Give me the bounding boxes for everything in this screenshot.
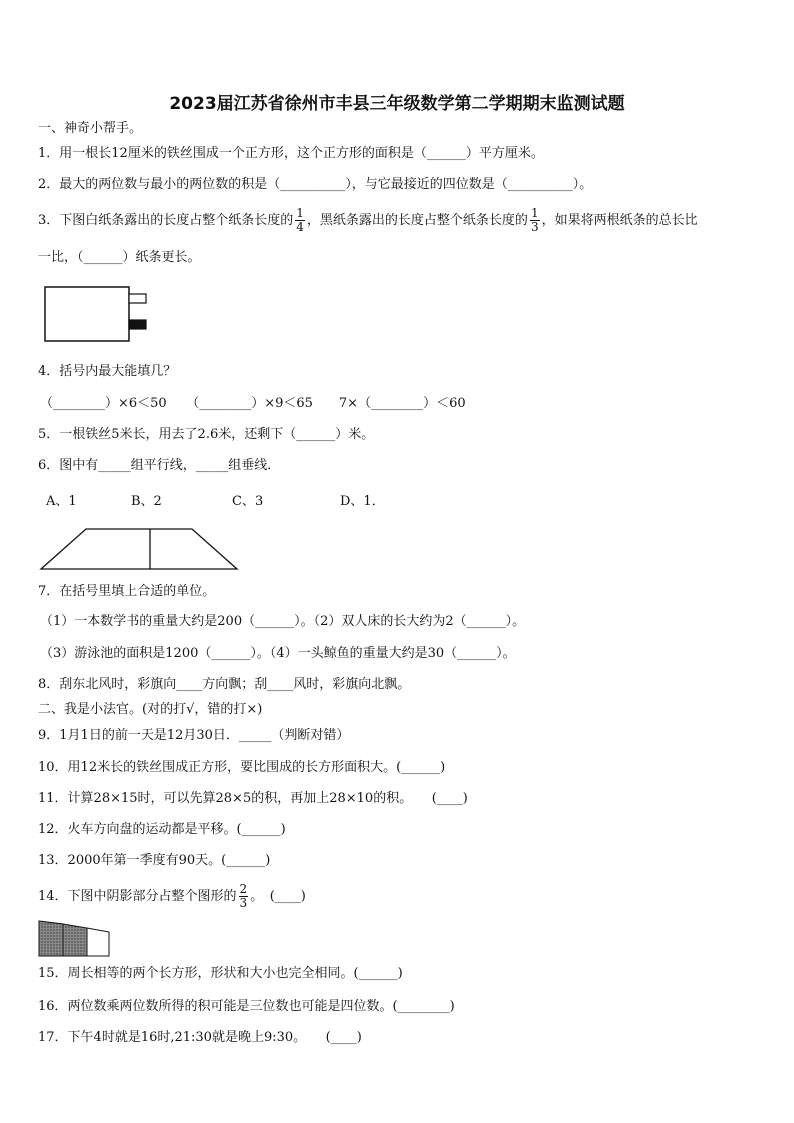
- q14-text-b: 。 (____): [250, 889, 306, 904]
- question-12: 12．火车方向盘的运动都是平移。(______): [38, 822, 286, 837]
- fraction-denominator: 4: [296, 220, 304, 234]
- paper-box: [45, 287, 129, 341]
- question-7-line-2: （3）游泳池的面积是1200（______）。（4）一头鲸鱼的重量大约是30（______）。: [40, 646, 516, 661]
- question-17: 17．下午4时就是16时,21:30就是晚上9:30。 (____): [38, 1030, 362, 1045]
- question-1: 1．用一根长12厘米的铁丝围成一个正方形，这个正方形的面积是（______）平方厘米。: [38, 146, 544, 161]
- fraction-numerator: 2: [239, 882, 248, 896]
- q3-text-c: ，如果将两根纸条的总长比: [541, 213, 698, 228]
- black-strip: [129, 320, 146, 329]
- question-9: 9．1月1日的前一天是12月30日．_____（判断对错）: [38, 728, 350, 743]
- question-3: [38, 203, 698, 239]
- question-13: 13．2000年第一季度有90天。(______): [38, 853, 271, 868]
- section-2-heading: 二、我是小法官。(对的打√，错的打×): [38, 702, 263, 717]
- q3-text-a: 3．下图白纸条露出的长度占整个纸条长度的: [38, 213, 294, 228]
- question-16: 16．两位数乘两位数所得的积可能是三位数也可能是四位数。(________): [38, 999, 455, 1014]
- option-c: C、3: [232, 494, 264, 509]
- question-11: 11．计算28×15时，可以先算28×5的积，再加上28×10的积。 (____): [38, 791, 468, 806]
- question-8: 8．刮东北风时，彩旗向____方向飘；刮____风时，彩旗向北飘。: [38, 677, 411, 692]
- fraction-two-thirds: [239, 883, 249, 910]
- option-d: D、1．: [340, 494, 385, 509]
- paper-strips-figure: [44, 286, 154, 344]
- page-title: 2023届江苏省徐州市丰县三年级数学第二学期期末监测试题: [169, 94, 625, 114]
- white-strip: [129, 294, 146, 303]
- trapezoid: [41, 529, 237, 569]
- question-5: 5．一根铁丝5米长，用去了2.6米，还剩下（______）米。: [38, 427, 375, 442]
- fraction-denominator: 3: [530, 220, 539, 234]
- fraction-one-quarter: [295, 207, 305, 234]
- option-a: A、1: [46, 494, 77, 509]
- fraction-denominator: 3: [239, 896, 248, 910]
- fraction-one-third: [530, 207, 540, 234]
- section-1-heading: 一、神奇小帮手。: [38, 121, 143, 136]
- fraction-numerator: 1: [296, 206, 304, 220]
- q14-text-a: 14．下图中阴影部分占整个图形的: [38, 889, 237, 904]
- question-6: 6．图中有_____组平行线，_____组垂线．: [38, 458, 281, 473]
- question-15: 15．周长相等的两个长方形，形状和大小也完全相同。(______): [38, 966, 403, 981]
- q3-text-b: ，黑纸条露出的长度占整个纸条长度的: [306, 213, 528, 228]
- question-7: 7．在括号里填上合适的单位。: [38, 584, 216, 599]
- question-3-line-2: 一比，（______）纸条更长。: [38, 250, 201, 265]
- shaded-part-1: [39, 921, 63, 956]
- question-7-line-1: （1）一本数学书的重量大约是200（______）。（2）双人床的长大约为2（______）。: [40, 614, 526, 629]
- fraction-numerator: 1: [530, 206, 539, 220]
- question-10: 10．用12米长的铁丝围成正方形，要比围成的长方形面积大。(______): [38, 760, 446, 775]
- trapezoid-figure: [40, 528, 240, 572]
- shaded-part-2: [63, 924, 87, 956]
- question-4-blanks: （________）×6＜50 （________）×9＜65 7×（________）＜60: [40, 396, 466, 411]
- question-14: [38, 880, 306, 914]
- question-4: 4．括号内最大能填几？: [38, 364, 177, 379]
- option-b: B、2: [131, 494, 162, 509]
- shaded-figure: [38, 920, 114, 960]
- unshaded-part: [87, 928, 109, 956]
- question-2: 2．最大的两位数与最小的两位数的积是（__________），与它最接近的四位数是（__________）。: [38, 177, 593, 192]
